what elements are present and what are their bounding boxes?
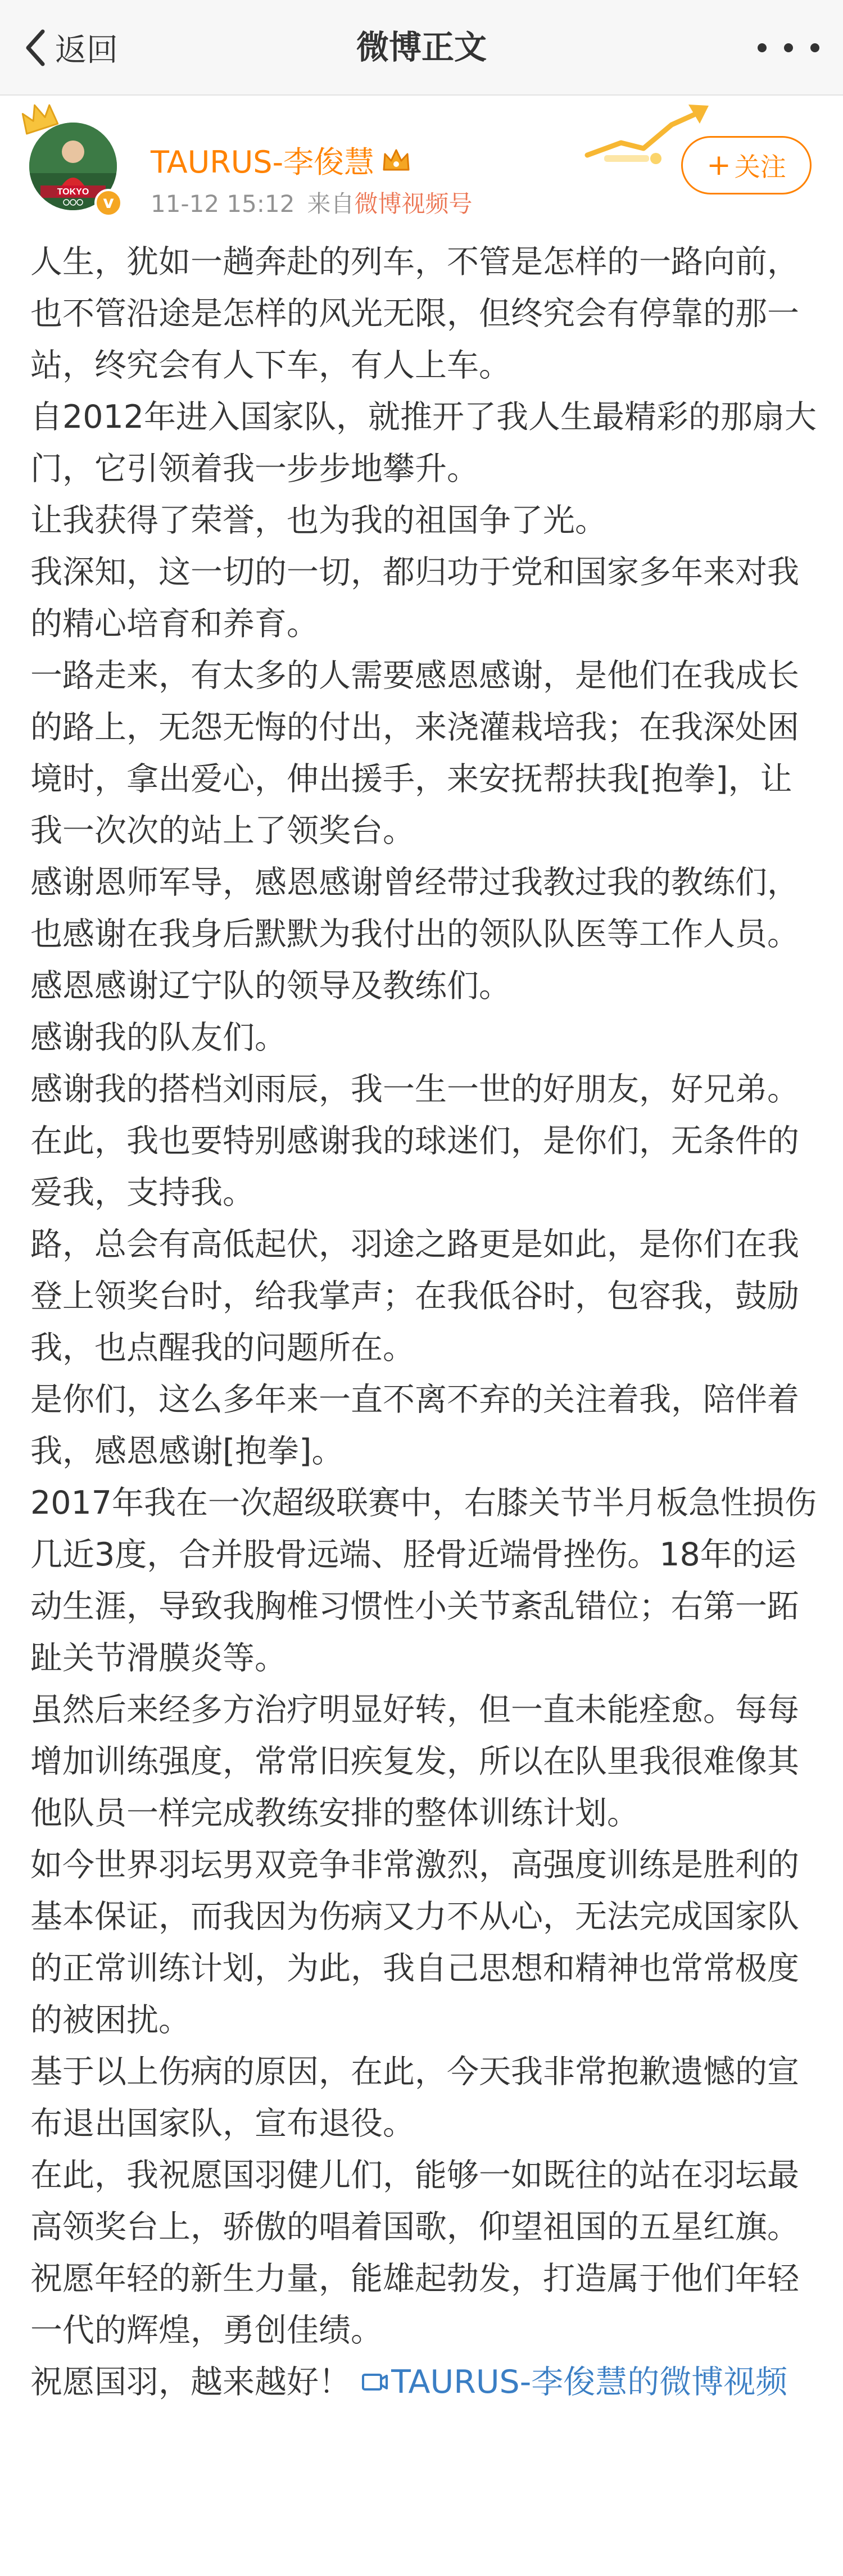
navigation-bar [0,0,843,96]
more-dots-icon [758,43,767,52]
avatar-caption: TOKYO [57,187,89,197]
post-paragraph: 感谢我的搭档刘雨辰，我一生一世的好朋友，好兄弟。 [30,1071,799,1108]
post-paragraph: 虽然后来经多方治疗明显好转，但一直未能痊愈。每每增加训练强度，常常旧疾复发，所以在队里我很难像其他队员一样完成教练安排的整体训练计划。 [30,1691,799,1832]
post-paragraph: 让我获得了荣誉，也为我的祖国争了光。 [30,502,607,539]
crown-icon [381,147,411,173]
post-paragraph: 我深知，这一切的一切，都归功于党和国家多年来对我的精心培育和养育。 [30,554,799,642]
closing-text: 祝愿国羽，越来越好！ [30,2364,351,2401]
back-label: 返回 [55,32,118,69]
author-row [151,138,411,182]
post-paragraph: 感谢我的队友们。 [30,1019,287,1056]
follow-label: 关注 [734,152,786,182]
avatar-container[interactable] [29,123,124,217]
follow-button[interactable] [681,136,812,194]
post-paragraph: 如今世界羽坛男双竞争非常激烈，高强度训练是胜利的基本保证，而我因为伤病又力不从心，无法完成国家队的正常训练计划，为此，我自己思想和精神也常常极度的被困扰。 [30,1846,799,2039]
source-link[interactable]: 微博视频号 [354,190,473,218]
post-paragraph: 在此，我祝愿国羽健儿们，能够一如既往的站在羽坛最高领奖台上，骄傲的唱着国歌，仰望祖国的五星红旗。 [30,2157,799,2245]
page-title: 微博正文 [356,28,487,66]
post-time: 11-12 15:12 [151,190,295,218]
post-paragraph: 在此，我也要特别感谢我的球迷们，是你们，无条件的爱我，支持我。 [30,1122,799,1211]
post-paragraph: 是你们，这么多年来一直不离不弃的关注着我，陪伴着我，感恩感谢[抱拳]。 [30,1381,799,1470]
video-link-label: TAURUS-李俊慧的微博视频 [391,2364,788,2401]
post-meta [151,185,472,219]
post-paragraph: 感恩感谢辽宁队的领导及教练们。 [30,967,511,1004]
video-link-icon [361,2370,389,2395]
author-name[interactable]: TAURUS-李俊慧 [151,144,375,180]
plus-icon: + [706,148,731,182]
crown-icon [19,101,58,135]
post-paragraph: 人生，犹如一趟奔赴的列车，不管是怎样的一路向前，也不管沿途是怎样的风光无限，但终究会有停靠的那一站，终究会有人下车，有人上车。 [30,243,799,384]
more-dots-icon [784,43,793,52]
post-closing [30,2356,817,2408]
post-content [30,236,817,2408]
post-paragraph: 2017年我在一次超级联赛中，右膝关节半月板急性损伤几近3度，合并股骨远端、胫骨近端骨挫伤。18年的运动生涯，导致我胸椎习惯性小关节紊乱错位；右第一跖趾关节滑膜炎等。 [30,1484,817,1677]
post-paragraph: 基于以上伤病的原因，在此，今天我非常抱歉遗憾的宣布退出国家队，宣布退役。 [30,2053,799,2142]
post-paragraph: 感谢恩师军导，感恩感谢曾经带过我教过我的教练们，也感谢在我身后默默为我付出的领队队医等工作人员。 [30,864,799,953]
video-link[interactable] [361,2364,787,2401]
post-paragraph: 自2012年进入国家队，就推开了我人生最精彩的那扇大门，它引领着我一步步地攀升。 [30,399,817,487]
source-prefix: 来自 [307,190,355,218]
verified-badge-icon: v [94,189,123,217]
more-options-button[interactable] [758,31,819,65]
more-dots-icon [810,43,819,52]
post-paragraph: 祝愿年轻的新生力量，能雄起勃发，打造属于他们年轻一代的辉煌，勇创佳绩。 [30,2260,799,2349]
post-paragraph: 一路走来，有太多的人需要感恩感谢，是他们在我成长的路上，无怨无悔的付出，来浇灌栽培我；在我深处困境时，拿出爱心，伸出援手，来安抚帮扶我[抱拳]，让我一次次的站上了领奖台。 [30,657,799,849]
post-paragraph: 路，总会有高低起伏，羽途之路更是如此，是你们在我登上领奖台时，给我掌声；在我低谷时，包容我，鼓励我，也点醒我的问题所在。 [30,1226,799,1366]
